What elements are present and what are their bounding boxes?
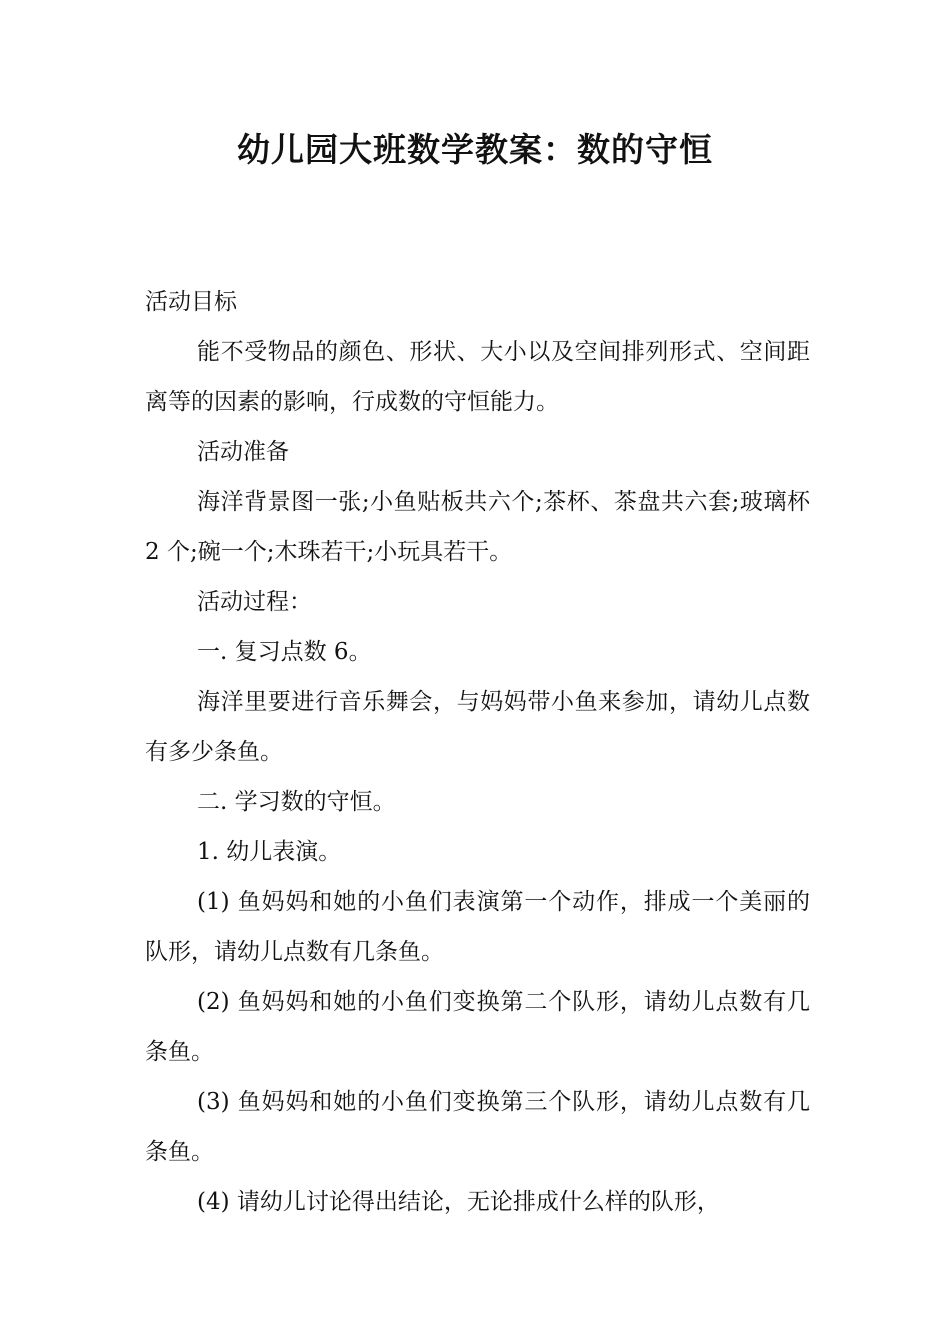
document-body (145, 277, 810, 1227)
paragraph-preparation: 海洋背景图一张;小鱼贴板共六个;茶杯、茶盘共六套;玻璃杯 2 个;碗一个;木珠若干;小玩具若干。 (145, 489, 810, 565)
step-two-heading: 二. 学习数的守恒。 (197, 789, 396, 815)
document-title: 幼儿园大班数学教案：数的守恒 (237, 130, 713, 169)
list-item: (3) 鱼妈妈和她的小鱼们变换第三个队形，请幼儿点数有几条鱼。 (145, 1089, 810, 1165)
step-one-heading: 一. 复习点数 6。 (197, 639, 372, 665)
sub-step-heading: 1. 幼儿表演。 (197, 839, 342, 865)
paragraph-step-one: 海洋里要进行音乐舞会，与妈妈带小鱼来参加，请幼儿点数有多少条鱼。 (145, 689, 810, 765)
list-item: (4) 请幼儿讨论得出结论，无论排成什么样的队形， (197, 1189, 720, 1215)
section-heading-goals: 活动目标 (145, 289, 237, 315)
section-heading-process: 活动过程： (197, 589, 312, 615)
list-item: (2) 鱼妈妈和她的小鱼们变换第二个队形，请幼儿点数有几条鱼。 (145, 989, 810, 1065)
section-heading-preparation: 活动准备 (197, 439, 289, 465)
list-item: (1) 鱼妈妈和她的小鱼们表演第一个动作，排成一个美丽的队形，请幼儿点数有几条鱼。 (145, 889, 810, 965)
paragraph-goals: 能不受物品的颜色、形状、大小以及空间排列形式、空间距离等的因素的影响，行成数的守恒能力。 (145, 339, 810, 415)
